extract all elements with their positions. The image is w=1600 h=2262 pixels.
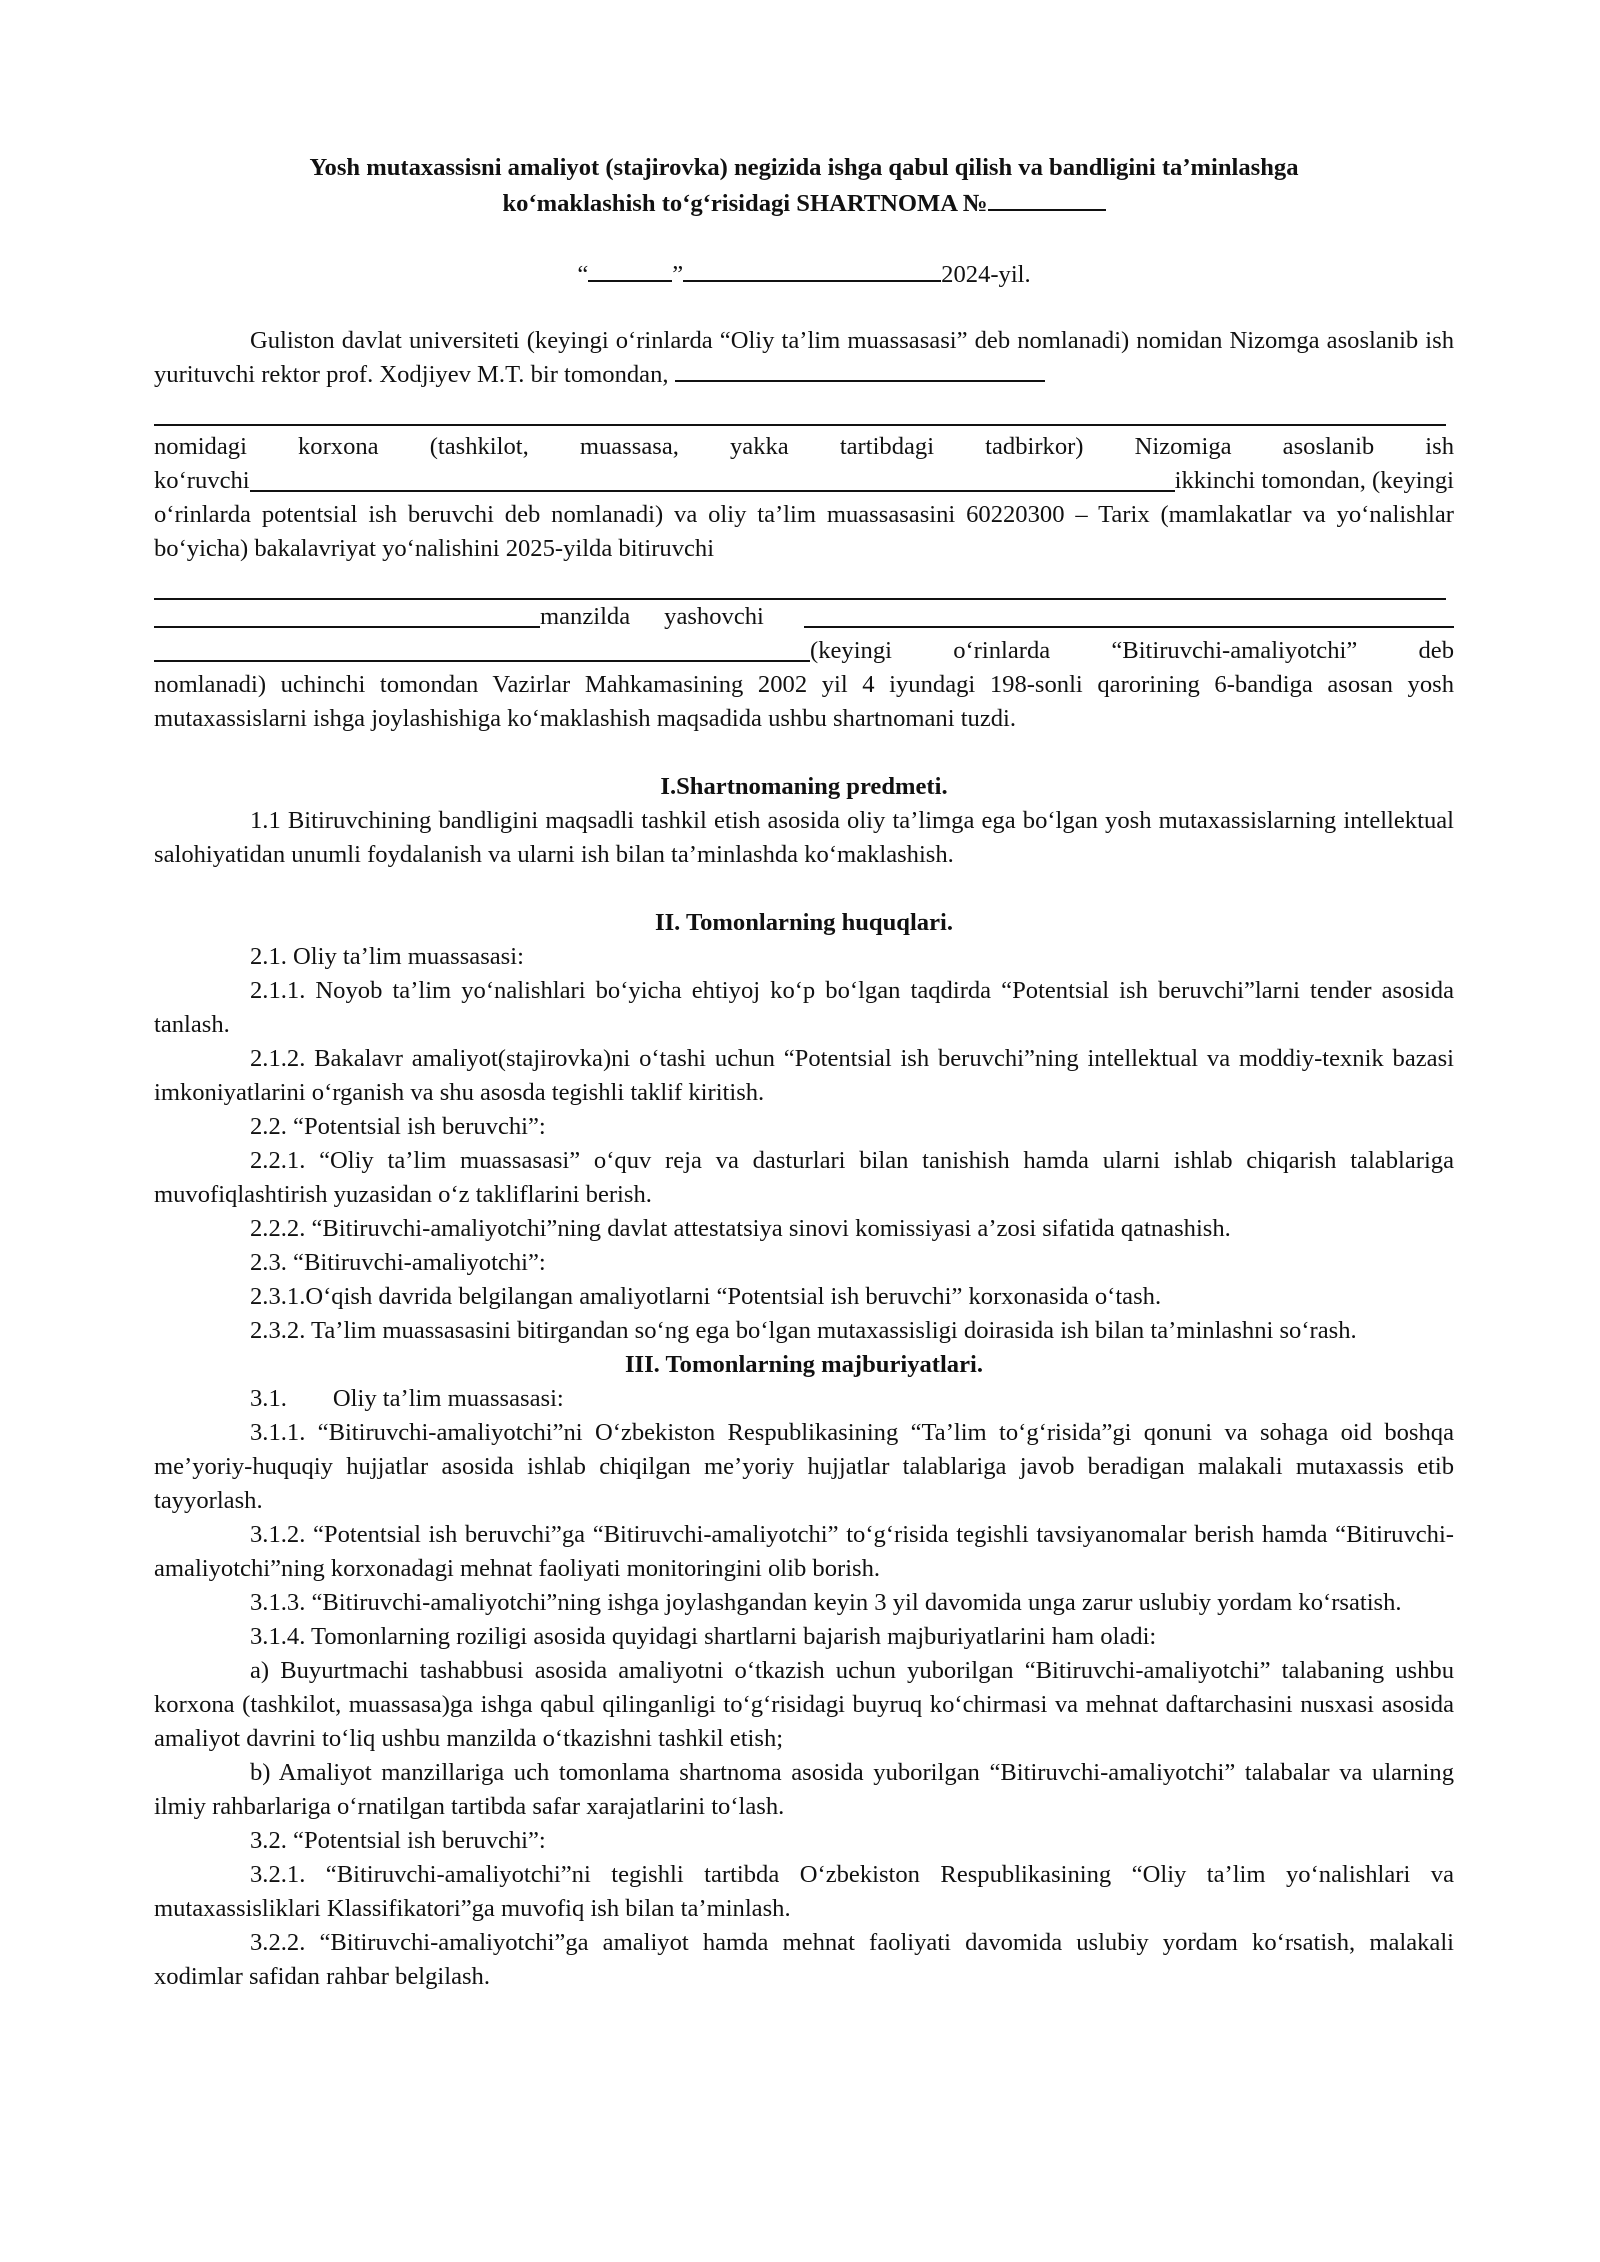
section-3-item: 3.2. “Potentsial ish beruvchi”: xyxy=(250,1827,546,1854)
intro-line-koruvchi xyxy=(154,464,1454,498)
intro-line-keyingi xyxy=(154,634,1454,668)
section-2-item: 2.1.2. Bakalavr amaliyot(stajirovka)ni o‘tashi uchun “Potentsial ish beruvchi”ning intellektual va moddiy-texnik bazasi imkoniyatlarini o‘rganish va shu asosda tegishli taklif kiritish. xyxy=(154,1045,1454,1106)
section-2-item: 2.2.2. “Bitiruvchi-amaliyotchi”ning davlat attestatsiya sinovi komissiyasi a’zosi sifatida qatnashish. xyxy=(250,1215,1231,1242)
title-line-1: Yosh mutaxassisni amaliyot (stajirovka) negizida ishga qabul qilish va bandligini ta’minlashga xyxy=(309,154,1299,181)
intro-word: tartibdagi xyxy=(839,433,935,460)
date-day-blank xyxy=(588,258,672,282)
section-3-item: 3.1.2. “Potentsial ish beruvchi”ga “Bitiruvchi-amaliyotchi” to‘g‘risida tegishli tavsiyanomalar berish hamda “Bitiruvchi-amaliyotchi”ning korxonadagi mehnat faoliyati monitoringini olib borish. xyxy=(154,1521,1454,1582)
blank-line-graduate xyxy=(154,566,1446,600)
section-3-item: 3.1.4. Tomonlarning roziligi asosida quyidagi shartlarni bajarish majburiyatlarini ham oladi: xyxy=(250,1623,1157,1650)
intro-line-manzilda xyxy=(154,600,1454,634)
section-3-item: a) Buyurtmachi tashabbusi asosida amaliyotni o‘tkazish uchun yuborilgan “Bitiruvchi-amaliyotchi” talabaning ushbu korxona (tashkilot, muassasa)ga ishga qabul qilinganligi to‘g‘risidagi buyruq ko‘chirmasi va mehnat daftarchasini nusxasi asosida amaliyot davrini to‘liq ushbu manzilda o‘tkazishni tashkil etish; xyxy=(154,1657,1454,1752)
date-open-quote: “ xyxy=(577,261,589,288)
graduate-name-blank xyxy=(154,600,540,628)
intro-koruvchi: ko‘ruvchi xyxy=(154,467,250,494)
intro-paragraph xyxy=(154,324,1454,392)
intro-word: korxona xyxy=(298,433,379,460)
section-2-item: 2.1.1. Noyob ta’lim yo‘nalishlari bo‘yicha ehtiyoj ko‘p bo‘lgan taqdirda “Potentsial ish beruvchi”larni tender asosida tanlash. xyxy=(154,977,1454,1038)
section-2-item: 2.3. “Bitiruvchi-amaliyotchi”: xyxy=(250,1249,546,1276)
address-blank xyxy=(804,600,1454,628)
intro-word: asoslanib xyxy=(1282,433,1375,460)
intro-text-1: Guliston davlat universiteti (keyingi o‘rinlarda “Oliy ta’lim muassasasi” deb nomlanadi) nomidan Nizomga asoslanib ish yurituvchi rektor prof. Xodjiyev M.T. bir tomondan, xyxy=(154,327,1454,388)
section-2-item: 2.1. Oliy ta’lim muassasasi: xyxy=(250,943,524,970)
intro-manzilda: manzilda xyxy=(540,603,631,630)
section-3-item-31 xyxy=(154,1382,1454,1416)
section-3-item: 3.1.3. “Bitiruvchi-amaliyotchi”ning ishga joylashgandan keyin 3 yil davomida unga zarur uslubiy yordam ko‘rsatish. xyxy=(250,1589,1402,1616)
blank-line-employer xyxy=(154,392,1446,426)
intro-word: muassasa, xyxy=(579,433,679,460)
director-name-blank xyxy=(250,464,1175,492)
section-2-item: 2.3.1.O‘qish davrida belgilangan amaliyotlarni “Potentsial ish beruvchi” korxonasida o‘tash. xyxy=(250,1283,1162,1310)
intro-word: yakka xyxy=(729,433,789,460)
section-3-num: 3.1. xyxy=(250,1385,287,1412)
intro-keyingi-wrap xyxy=(810,634,1454,668)
section-3-item: 3.2.1. “Bitiruvchi-amaliyotchi”ni tegishli tartibda O‘zbekiston Respublikasining “Oliy ta’lim yo‘nalishlari va mutaxassisliklari Klassifikatori”ga muvofiq ish bilan ta’minlash. xyxy=(154,1861,1454,1922)
intro-keyingi: (keyingi o‘rinlarda “Bitiruvchi-amaliyotchi” deb xyxy=(810,637,1454,664)
document-title xyxy=(154,150,1454,222)
intro-ikkinchi: ikkinchi tomondan, (keyingi xyxy=(1174,467,1454,494)
title-line-2-text: ko‘maklashish to‘g‘risidagi SHARTNOMA № xyxy=(502,190,988,217)
contract-number-blank xyxy=(988,187,1106,211)
address-blank-2 xyxy=(154,634,810,662)
intro-line-nomidagi xyxy=(154,430,1454,464)
intro-paragraph-2: o‘rinlarda potentsial ish beruvchi deb nomlanadi) va oliy ta’lim muassasasini 60220300 – Tarix (mamlakatlar va yo‘nalishlar bo‘yicha) bakalavriyat yo‘nalishini 2025-yilda bitiruvchi xyxy=(154,501,1454,562)
contract-page xyxy=(154,150,1454,1994)
section-3-item: b) Amaliyot manzillariga uch tomonlama shartnoma asosida yuborilgan “Bitiruvchi-amaliyotchi” talabalar va ularning ilmiy rahbarlariga o‘rnatilgan tartibda safar xarajatlarini to‘lash. xyxy=(154,1759,1454,1820)
intro-word: ish xyxy=(1425,433,1454,460)
section-1-item: 1.1 Bitiruvchining bandligini maqsadli tashkil etish asosida oliy ta’limga ega bo‘lgan yosh mutaxassislarning intellektual salohiyatidan unumli foydalanish va ularni ish bilan ta’minlashda ko‘maklashish. xyxy=(154,807,1454,868)
intro-word: nomidagi xyxy=(154,433,247,460)
section-1-heading: I.Shartnomaning predmeti. xyxy=(660,773,948,800)
intro-word: tadbirkor) xyxy=(985,433,1084,460)
intro-word: Nizomiga xyxy=(1134,433,1232,460)
intro-yashovchi: yashovchi xyxy=(664,603,764,630)
section-2-heading: II. Tomonlarning huquqlari. xyxy=(655,909,953,936)
section-3-label: Oliy ta’lim muassasasi: xyxy=(332,1385,564,1412)
intro-word: (tashkilot, xyxy=(429,433,529,460)
section-3-item: 3.2.2. “Bitiruvchi-amaliyotchi”ga amaliyot hamda mehnat faoliyati davomida uslubiy yordam ko‘rsatish, malakali xodimlar safidan rahbar belgilash. xyxy=(154,1929,1454,1990)
date-month-blank xyxy=(683,258,941,282)
section-3-heading: III. Tomonlarning majburiyatlari. xyxy=(624,1351,984,1378)
date-year: 2024-yil. xyxy=(941,261,1031,288)
section-2-item: 2.2.1. “Oliy ta’lim muassasasi” o‘quv reja va dasturlari bilan tanishish hamda ularni ishlab chiqarish talablariga muvofiqlashtirish yuzasidan o‘z takliflarini berish. xyxy=(154,1147,1454,1208)
section-2-item: 2.3.2. Ta’lim muassasasini bitirgandan so‘ng ega bo‘lgan mutaxassisligi doirasida ish bilan ta’minlashni so‘rash. xyxy=(250,1317,1357,1344)
title-line-2 xyxy=(154,186,1454,222)
intro-paragraph-3: nomlanadi) uchinchi tomondan Vazirlar Mahkamasining 2002 yil 4 iyundagi 198-sonli qarorining 6-bandiga asosan yosh mutaxassislarni ishga joylashishiga ko‘maklashish maqsadida ushbu shartnomani tuzdi. xyxy=(154,671,1454,732)
section-3-item: 3.1.1. “Bitiruvchi-amaliyotchi”ni O‘zbekiston Respublikasining “Ta’lim to‘g‘risida”gi qonuni va sohaga oid boshqa me’yoriy-huquqiy hujjatlar asosida ishlab chiqilgan me’yoriy hujjatlar talablariga javob beradigan malakali mutaxassis etib tayyorlash. xyxy=(154,1419,1454,1514)
employer-name-blank xyxy=(675,358,1045,382)
date-line xyxy=(154,258,1454,292)
date-close-quote: ” xyxy=(672,261,684,288)
section-2-item: 2.2. “Potentsial ish beruvchi”: xyxy=(250,1113,546,1140)
